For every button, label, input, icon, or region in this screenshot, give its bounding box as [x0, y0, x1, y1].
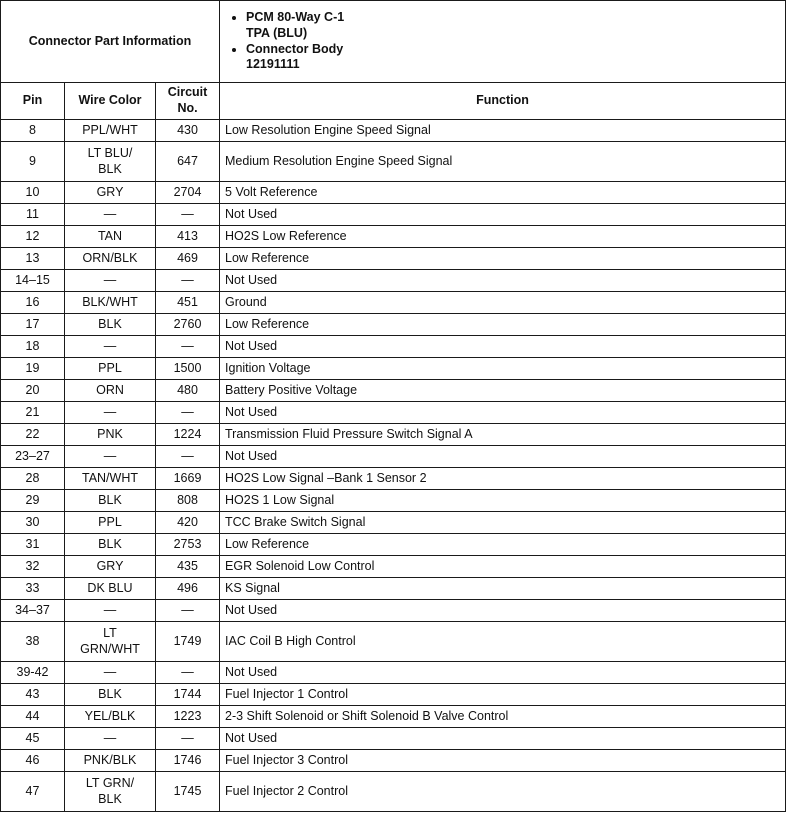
wire-color-cell: TAN: [65, 226, 156, 248]
function-cell: Not Used: [220, 446, 786, 468]
function-cell: Not Used: [220, 270, 786, 292]
function-cell: HO2S 1 Low Signal: [220, 490, 786, 512]
function-cell: Not Used: [220, 600, 786, 622]
wire-color-cell: PNK/BLK: [65, 750, 156, 772]
table-row: [1, 706, 786, 728]
pin-cell: 31: [1, 534, 65, 556]
circuit-cell: 1746: [156, 750, 220, 772]
header-wire-color: Wire Color: [65, 83, 156, 120]
circuit-cell: 2753: [156, 534, 220, 556]
pin-cell: 13: [1, 248, 65, 270]
circuit-cell: 808: [156, 490, 220, 512]
wire-color-cell: PPL: [65, 512, 156, 534]
wire-color-cell: LT GRN/ BLK: [65, 772, 156, 812]
function-cell: Low Reference: [220, 248, 786, 270]
circuit-cell: 1669: [156, 468, 220, 490]
pin-cell: 43: [1, 684, 65, 706]
function-cell: EGR Solenoid Low Control: [220, 556, 786, 578]
function-cell: Low Reference: [220, 314, 786, 336]
pin-cell: 14–15: [1, 270, 65, 292]
pin-cell: 34–37: [1, 600, 65, 622]
pin-cell: 45: [1, 728, 65, 750]
function-cell: 2-3 Shift Solenoid or Shift Solenoid B Valve Control: [220, 706, 786, 728]
pin-cell: 9: [1, 142, 65, 182]
table-row: [1, 728, 786, 750]
bullet-subline: 12191111: [246, 57, 300, 72]
bullet-subline: TPA (BLU): [246, 25, 308, 40]
table-row: [1, 226, 786, 248]
function-cell: Battery Positive Voltage: [220, 380, 786, 402]
wire-color-cell: PPL/WHT: [65, 120, 156, 142]
table-row: [1, 292, 786, 314]
wire-color-cell: —: [65, 728, 156, 750]
pin-cell: 18: [1, 336, 65, 358]
wire-color-cell: GRY: [65, 182, 156, 204]
wire-color-cell: BLK: [65, 534, 156, 556]
pin-cell: 19: [1, 358, 65, 380]
function-cell: Not Used: [220, 204, 786, 226]
circuit-cell: 1749: [156, 622, 220, 662]
wire-color-cell: BLK: [65, 490, 156, 512]
circuit-cell: 451: [156, 292, 220, 314]
wire-color-cell: GRY: [65, 556, 156, 578]
function-cell: TCC Brake Switch Signal: [220, 512, 786, 534]
circuit-cell: 1745: [156, 772, 220, 812]
function-cell: Not Used: [220, 402, 786, 424]
circuit-cell: 1223: [156, 706, 220, 728]
pin-cell: 8: [1, 120, 65, 142]
circuit-cell: —: [156, 336, 220, 358]
table-row: [1, 578, 786, 600]
table-row: [1, 468, 786, 490]
circuit-cell: —: [156, 204, 220, 226]
pin-cell: 47: [1, 772, 65, 812]
circuit-cell: 647: [156, 142, 220, 182]
table-row: [1, 534, 786, 556]
circuit-cell: —: [156, 402, 220, 424]
function-cell: KS Signal: [220, 578, 786, 600]
wire-color-cell: ORN: [65, 380, 156, 402]
table-row: [1, 424, 786, 446]
pin-cell: 21: [1, 402, 65, 424]
circuit-cell: —: [156, 446, 220, 468]
table-row: [1, 248, 786, 270]
pin-cell: 11: [1, 204, 65, 226]
connector-info-row: [1, 1, 786, 83]
table-row: [1, 622, 786, 662]
table-row: [1, 358, 786, 380]
wire-color-cell: YEL/BLK: [65, 706, 156, 728]
wire-color-cell: —: [65, 204, 156, 226]
function-cell: 5 Volt Reference: [220, 182, 786, 204]
circuit-cell: —: [156, 270, 220, 292]
wire-color-cell: —: [65, 662, 156, 684]
circuit-cell: 480: [156, 380, 220, 402]
pin-cell: 28: [1, 468, 65, 490]
circuit-cell: 469: [156, 248, 220, 270]
circuit-cell: 1224: [156, 424, 220, 446]
wire-color-cell: —: [65, 600, 156, 622]
table-row: [1, 772, 786, 812]
wire-color-cell: —: [65, 402, 156, 424]
function-cell: Fuel Injector 3 Control: [220, 750, 786, 772]
pin-cell: 33: [1, 578, 65, 600]
pin-cell: 32: [1, 556, 65, 578]
pin-cell: 23–27: [1, 446, 65, 468]
function-cell: Ignition Voltage: [220, 358, 786, 380]
column-header-row: [1, 83, 786, 120]
wire-color-cell: BLK: [65, 684, 156, 706]
pin-cell: 12: [1, 226, 65, 248]
pin-cell: 10: [1, 182, 65, 204]
pin-cell: 39-42: [1, 662, 65, 684]
circuit-cell: 435: [156, 556, 220, 578]
circuit-cell: 496: [156, 578, 220, 600]
function-cell: Medium Resolution Engine Speed Signal: [220, 142, 786, 182]
bullet-line: • Connector Body: [246, 41, 344, 56]
bullet-line: • PCM 80-Way C-1: [246, 10, 345, 25]
function-cell: IAC Coil B High Control: [220, 622, 786, 662]
pin-cell: 38: [1, 622, 65, 662]
table-row: [1, 380, 786, 402]
table-row: [1, 204, 786, 226]
circuit-cell: 420: [156, 512, 220, 534]
table-row: [1, 120, 786, 142]
connector-part-info-label: Connector Part Information: [1, 1, 220, 83]
function-cell: Low Reference: [220, 534, 786, 556]
pin-cell: 22: [1, 424, 65, 446]
wire-color-cell: —: [65, 336, 156, 358]
circuit-cell: —: [156, 600, 220, 622]
circuit-cell: 2760: [156, 314, 220, 336]
table-row: [1, 684, 786, 706]
wire-color-cell: LT BLU/ BLK: [65, 142, 156, 182]
wire-color-cell: BLK/WHT: [65, 292, 156, 314]
wire-color-cell: LT GRN/WHT: [65, 622, 156, 662]
table-row: [1, 490, 786, 512]
circuit-cell: —: [156, 662, 220, 684]
function-cell: Not Used: [220, 728, 786, 750]
table-row: [1, 142, 786, 182]
function-cell: Ground: [220, 292, 786, 314]
pin-cell: 46: [1, 750, 65, 772]
circuit-cell: 1744: [156, 684, 220, 706]
wire-color-cell: ORN/BLK: [65, 248, 156, 270]
connector-part-details: [220, 1, 786, 83]
wire-color-cell: PPL: [65, 358, 156, 380]
function-cell: Low Resolution Engine Speed Signal: [220, 120, 786, 142]
function-cell: HO2S Low Reference: [220, 226, 786, 248]
wire-color-cell: TAN/WHT: [65, 468, 156, 490]
function-cell: Fuel Injector 1 Control: [220, 684, 786, 706]
connector-bullet: [246, 10, 785, 41]
connector-bullet: [246, 42, 785, 73]
header-function: Function: [220, 83, 786, 120]
circuit-cell: —: [156, 728, 220, 750]
circuit-cell: 413: [156, 226, 220, 248]
table-row: [1, 512, 786, 534]
table-row: [1, 402, 786, 424]
wire-color-cell: —: [65, 446, 156, 468]
circuit-cell: 2704: [156, 182, 220, 204]
wire-color-cell: BLK: [65, 314, 156, 336]
table-row: [1, 270, 786, 292]
pin-cell: 20: [1, 380, 65, 402]
table-row: [1, 556, 786, 578]
pin-cell: 17: [1, 314, 65, 336]
table-row: [1, 750, 786, 772]
function-cell: Transmission Fluid Pressure Switch Signal A: [220, 424, 786, 446]
table-row: [1, 182, 786, 204]
circuit-cell: 1500: [156, 358, 220, 380]
wire-color-cell: —: [65, 270, 156, 292]
pin-cell: 44: [1, 706, 65, 728]
header-circuit-no: Circuit No.: [156, 83, 220, 120]
function-cell: HO2S Low Signal –Bank 1 Sensor 2: [220, 468, 786, 490]
circuit-cell: 430: [156, 120, 220, 142]
function-cell: Fuel Injector 2 Control: [220, 772, 786, 812]
table-row: [1, 336, 786, 358]
function-cell: Not Used: [220, 336, 786, 358]
function-cell: Not Used: [220, 662, 786, 684]
wire-color-cell: PNK: [65, 424, 156, 446]
table-row: [1, 662, 786, 684]
table-row: [1, 600, 786, 622]
table-row: [1, 314, 786, 336]
pin-cell: 30: [1, 512, 65, 534]
pin-cell: 29: [1, 490, 65, 512]
pin-cell: 16: [1, 292, 65, 314]
header-pin: Pin: [1, 83, 65, 120]
wire-color-cell: DK BLU: [65, 578, 156, 600]
table-row: [1, 446, 786, 468]
